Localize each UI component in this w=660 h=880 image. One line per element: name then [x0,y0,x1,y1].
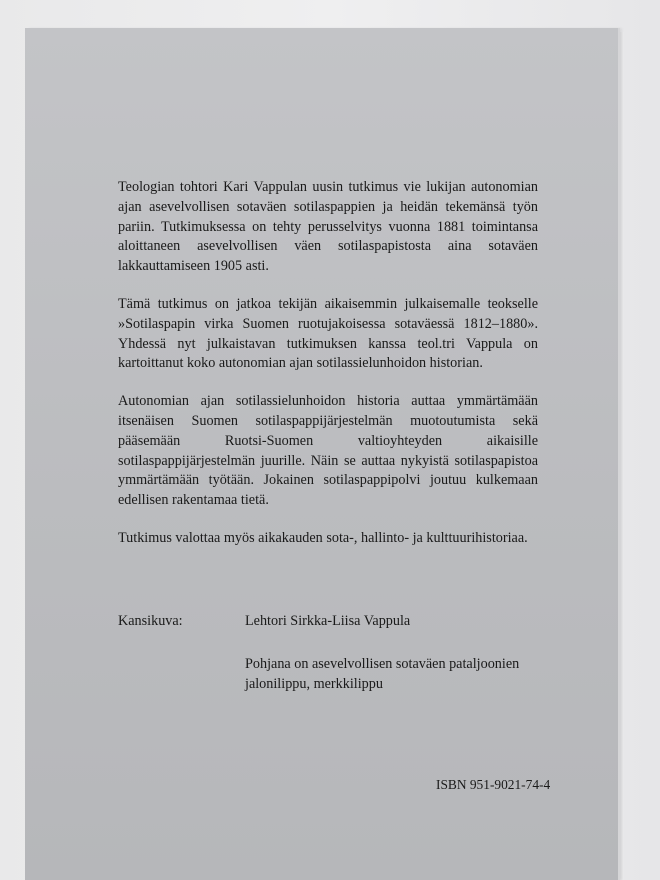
blurb-paragraph-3: Autonomian ajan sotilassielunhoidon historia auttaa ymmärtämään itsenäisen Suomen sotilaspappijärjestelmän muotoutumista sekä pääsemään Ruotsi-Suomen valtioyhteyden aikaisille sotilaspappijärjestelmän juurille. Näin se auttaa nykyistä sotilaspapistoa ymmärtämään työtään. Jokainen sotilaspappipolvi joutuu kulkemaan edellisen rakentamaa tietä. [118,393,538,509]
cover-image-label: Kansikuva: [118,613,183,629]
back-cover-blurb [118,178,538,567]
book-page-edge [618,32,624,880]
blurb-paragraph-4: Tutkimus valottaa myös aikakauden sota-, hallinto- ja kulttuurihistoriaa. [118,529,528,546]
blurb-paragraph-2: Tämä tutkimus on jatkoa tekijän aikaisemmin julkaisemalle teokselle »Sotilaspapin virka Suomen ruotujakoisessa sotaväessä 1812–1880». Yhdessä nyt julkaistavan tutkimuksen kanssa teol.tri Vappula on kartoittanut koko autonomian ajan sotilassielunhoidon historian. [118,295,538,372]
cover-image-artist: Lehtori Sirkka-Liisa Vappula [245,613,411,629]
cover-image-note: Pohjana on asevelvollisen sotaväen pataljoonien jalonilippu, merkkilippu [245,656,520,692]
blurb-paragraph-1: Teologian tohtori Kari Vappulan uusin tutkimus vie lukijan autonomian ajan asevelvollisen sotaväen sotilaspappien ja heidän tekemänsä työn pariin. Tutkimuksessa on tehty perusselvitys vuonna 1881 toimintansa aloittaneen asevelvollisen väen sotilaspapistosta aina sotaväen lakkauttamiseen 1905 asti. [118,179,538,275]
isbn-number: ISBN 951-9021-74-4 [436,777,551,792]
